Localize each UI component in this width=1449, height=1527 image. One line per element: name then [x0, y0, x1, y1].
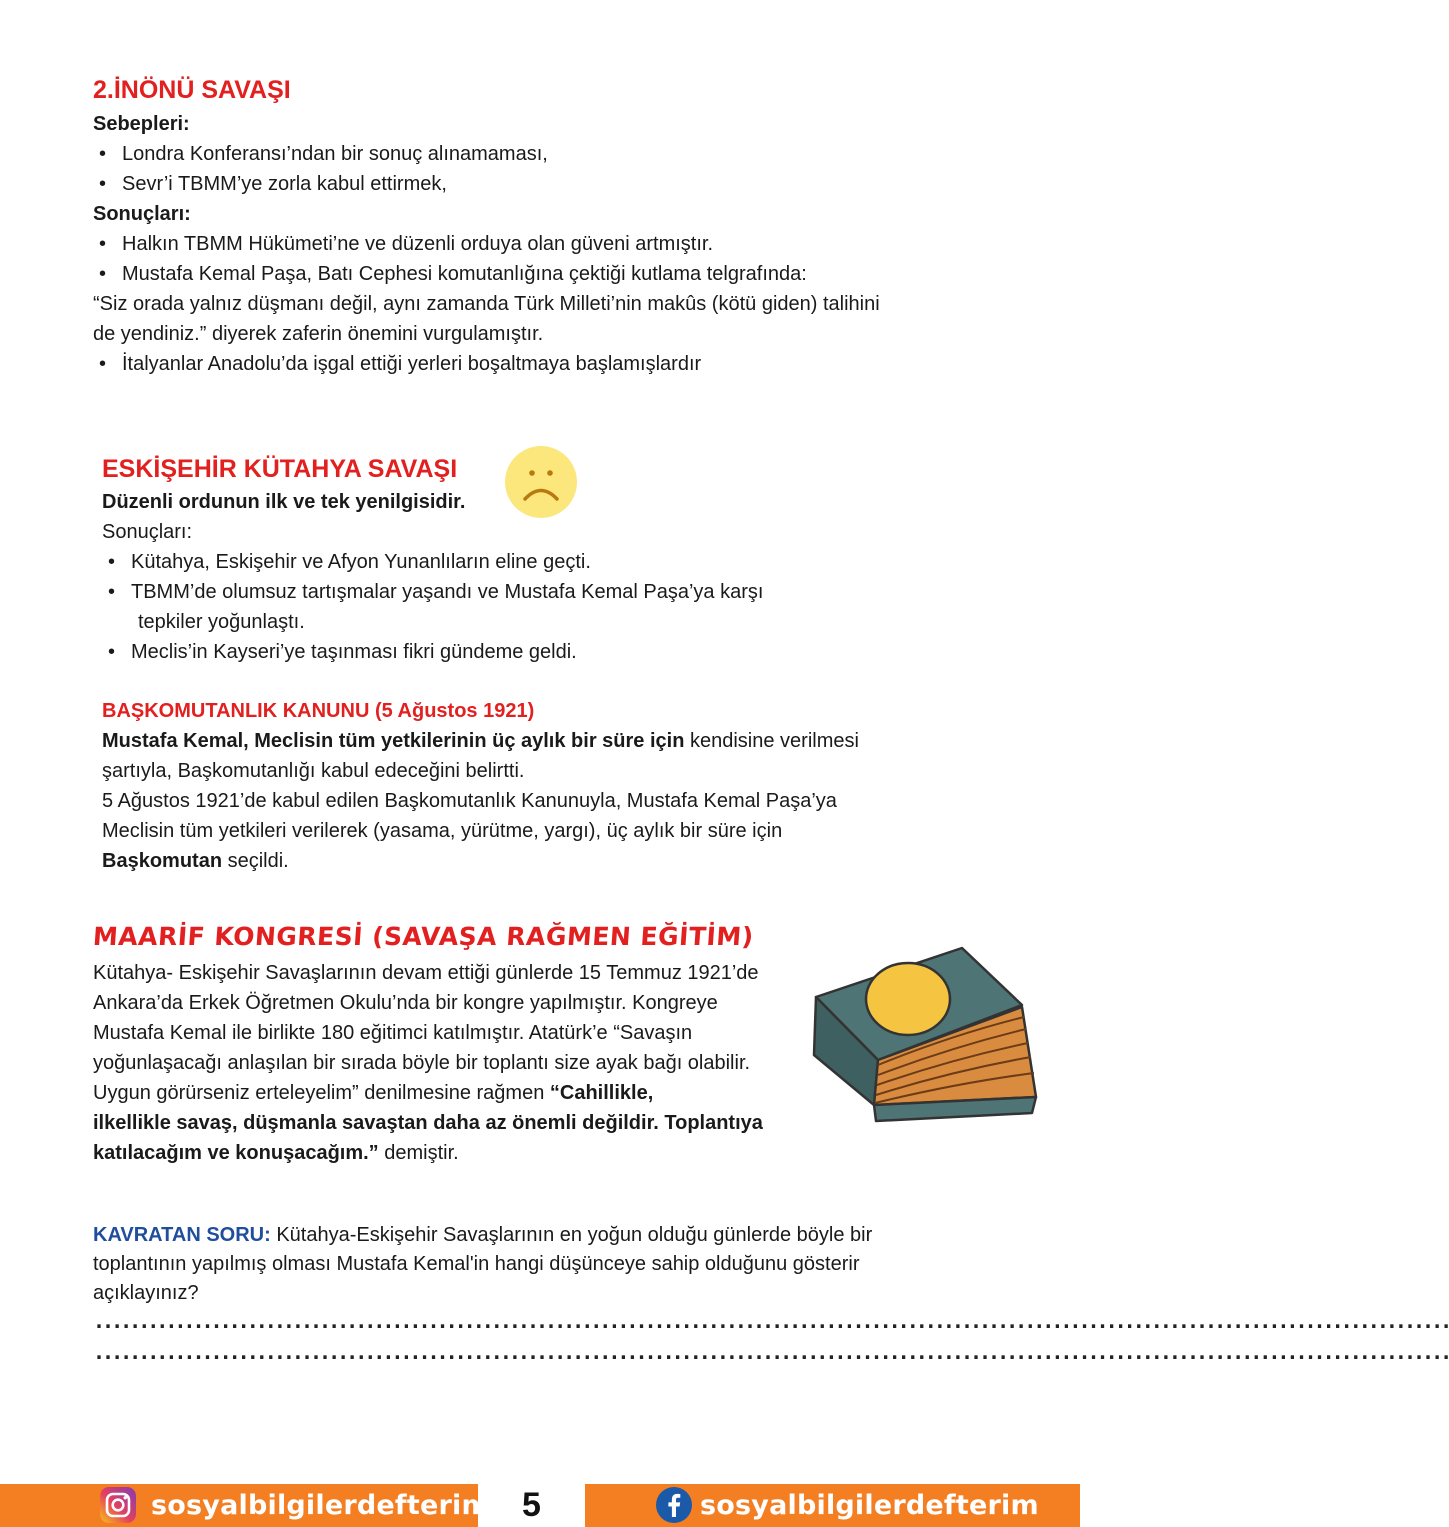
list-item: • Sevr’i TBMM’ye zorla kabul ettirmek, [93, 169, 548, 199]
sad-face-icon [503, 444, 579, 520]
question-line1 [93, 1220, 872, 1250]
baskomutanlik-p2-line3 [102, 846, 289, 876]
maarif-line7 [93, 1138, 459, 1168]
baskomutanlik-p1-rest: kendisine verilmesi [684, 730, 859, 752]
maarif-line2: Ankara’da Erkek Öğretmen Okulu’nda bir kongre yapılmıştır. Kongreye [93, 992, 718, 1014]
baskomutanlik-p1-line1 [102, 726, 859, 756]
maarif-line5-bold: “Cahillikle, [549, 1082, 654, 1104]
maarif-line6: ilkellikle savaş, düşmanla savaştan daha az önemli değildir. Toplantıya [93, 1112, 763, 1134]
list-item: • TBMM’de olumsuz tartışmalar yaşandı ve Mustafa Kemal Paşa’ya karşı [102, 577, 763, 607]
maarif-line4: yoğunlaşacağı anlaşılan bir sırada böyle bir toplantı size ayak bağı olabilir. [93, 1052, 751, 1074]
eskisehir-title: ESKİŞEHİR KÜTAHYA SAVAŞI [102, 455, 458, 483]
list-item: • İtalyanlar Anadolu’da işgal ettiği yerleri boşaltmaya başlamışlardır [93, 349, 701, 379]
maarif-line7-rest: demiştir. [378, 1142, 459, 1164]
list-item: • Mustafa Kemal Paşa, Batı Cephesi komutanlığına çektiği kutlama telgrafında: [93, 259, 807, 289]
eskisehir-results-heading: Sonuçları: [102, 521, 193, 543]
eskisehir-subtitle: Düzenli ordunun ilk ve tek yenilgisidir. [102, 491, 466, 513]
baskomutanlik-p2-rest: seçildi. [222, 850, 289, 872]
question-label: KAVRATAN SORU: [93, 1224, 271, 1246]
inonu-results-list [93, 229, 807, 289]
maarif-line3: Mustafa Kemal ile birlikte 180 eğitimci katılmıştır. Atatürk’e “Savaşın [93, 1022, 693, 1044]
maarif-title: MAARİF KONGRESİ (SAVAŞA RAĞMEN EĞİTİM) [91, 922, 755, 951]
eskisehir-result2-cont: tepkiler yoğunlaştı. [138, 611, 305, 633]
inonu-results-heading: Sonuçları: [93, 203, 191, 225]
inonu-title: 2.İNÖNÜ SAVAŞI [93, 76, 291, 104]
inonu-quote-line2: de yendiniz.” diyerek zaferin önemini vurgulamıştır. [93, 323, 544, 345]
baskomutanlik-p2-line2: Meclisin tüm yetkileri verilerek (yasama, yürütme, yargı), üç aylık bir süre için [102, 820, 783, 842]
list-item: • Kütahya, Eskişehir ve Afyon Yunanlıların eline geçti. [102, 547, 763, 577]
baskomutanlik-p2-bold: Başkomutan [102, 850, 223, 872]
instagram-handle[interactable]: sosyalbilgilerdefterim [151, 1490, 490, 1521]
inonu-causes-heading: Sebepleri: [93, 113, 190, 135]
eskisehir-results-list-2 [102, 637, 577, 667]
question-line3: açıklayınız? [93, 1282, 199, 1304]
facebook-icon[interactable] [655, 1486, 693, 1524]
instagram-icon[interactable] [99, 1486, 137, 1524]
inonu-quote-line1: “Siz orada yalnız düşmanı değil, aynı zamanda Türk Milleti’nin makûs (kötü giden) talihini [93, 293, 880, 315]
question-line2: toplantının yapılmış olması Mustafa Kemal'in hangi düşünceye sahip olduğunu gösterir [93, 1253, 860, 1275]
list-item: • Meclis’in Kayseri’ye taşınması fikri gündeme geldi. [102, 637, 577, 667]
baskomutanlik-p1-line2: şartıyla, Başkomutanlığı kabul edeceğini belirtti. [102, 760, 525, 782]
inonu-results-list-2 [93, 349, 701, 379]
inonu-causes-list [93, 139, 548, 199]
book-icon [812, 945, 1040, 1125]
baskomutanlik-title: BAŞKOMUTANLIK KANUNU (5 Ağustos 1921) [102, 700, 535, 722]
maarif-line5 [93, 1078, 653, 1108]
list-item: • Halkın TBMM Hükümeti’ne ve düzenli orduya olan güveni artmıştır. [93, 229, 807, 259]
maarif-line1: Kütahya- Eskişehir Savaşlarının devam ettiği günlerde 15 Temmuz 1921’de [93, 962, 759, 984]
answer-line-2[interactable]: ...................................................................................................................................................... [93, 1340, 1449, 1364]
baskomutanlik-p1-bold: Mustafa Kemal, Meclisin tüm yetkilerinin üç aylık bir süre için [102, 730, 685, 752]
page-number: 5 [522, 1486, 541, 1524]
maarif-line5-normal: Uygun görürseniz erteleyelim” denilmesine rağmen [93, 1082, 550, 1104]
question-line1-rest: Kütahya-Eskişehir Savaşlarının en yoğun olduğu günlerde böyle bir [270, 1224, 873, 1246]
list-item: • Londra Konferansı’ndan bir sonuç alınamaması, [93, 139, 548, 169]
maarif-line7-bold: katılacağım ve konuşacağım.” [93, 1142, 379, 1164]
facebook-handle[interactable]: sosyalbilgilerdefterim [700, 1490, 1039, 1521]
answer-line-1[interactable]: ...................................................................................................................................................... [93, 1309, 1449, 1333]
eskisehir-results-list [102, 547, 763, 607]
baskomutanlik-p2-line1: 5 Ağustos 1921’de kabul edilen Başkomutanlık Kanunuyla, Mustafa Kemal Paşa’ya [102, 790, 837, 812]
